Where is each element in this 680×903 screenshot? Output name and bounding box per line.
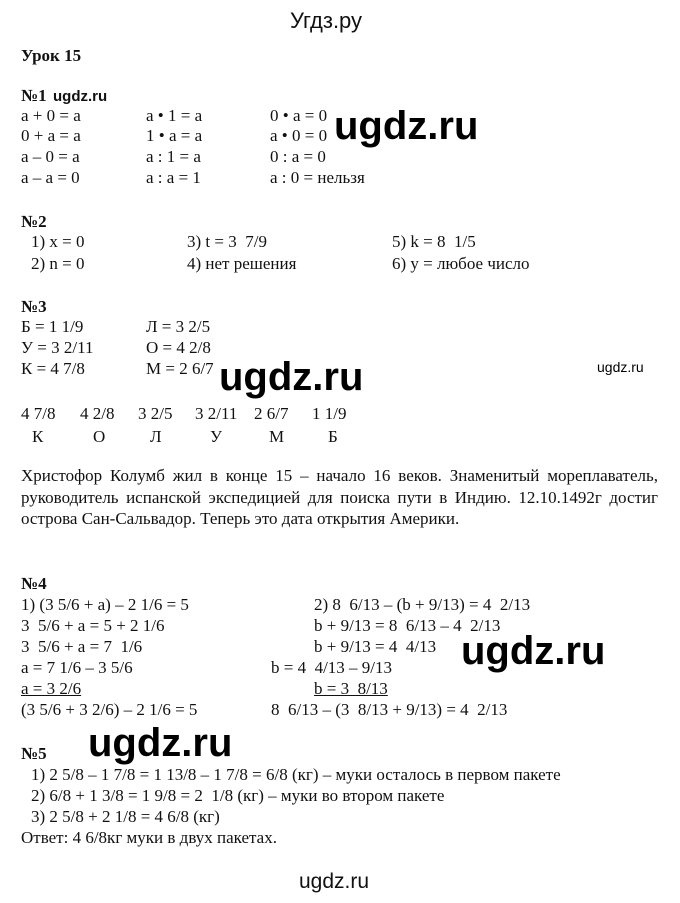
- task1-col3-line: 0 • a = 0: [270, 106, 328, 125]
- task2-item: 4) нет решения: [187, 254, 297, 273]
- task4-right-check: 8 6/13 – (3 8/13 + 9/13) = 4 2/13: [271, 700, 508, 719]
- site-footer: ugdz.ru: [299, 870, 370, 893]
- task2-item: 6) y = любое число: [392, 254, 530, 273]
- task3-sequence-value: 2 6/7: [254, 404, 289, 423]
- watermark-inline: ugdz.ru: [53, 88, 108, 105]
- task3-letter-value: О = 4 2/8: [146, 338, 211, 357]
- watermark-big: ugdz.ru: [219, 355, 364, 399]
- task3-sequence-value: 3 2/5: [138, 404, 173, 423]
- task4-right-line: b + 9/13 = 4 4/13: [314, 637, 437, 656]
- task4-left-line: 3 5/6 + a = 7 1/6: [21, 637, 143, 656]
- task1-col1-line: a – a = 0: [21, 168, 80, 187]
- task4-left-check: (3 5/6 + 3 2/6) – 2 1/6 = 5: [21, 700, 198, 719]
- task1-col2-line: a : a = 1: [146, 168, 201, 187]
- watermark-big: ugdz.ru: [461, 629, 606, 673]
- task1-col2-line: a : 1 = a: [146, 147, 201, 166]
- task2-item: 1) x = 0: [31, 232, 85, 251]
- task4-left-line: 1) (3 5/6 + a) – 2 1/6 = 5: [21, 595, 189, 614]
- watermark-small: ugdz.ru: [597, 359, 644, 375]
- watermark-big: ugdz.ru: [88, 721, 233, 765]
- watermark-big: ugdz.ru: [334, 104, 479, 148]
- task2-item: 3) t = 3 7/9: [187, 232, 267, 251]
- task3-letter-value: Л = 3 2/5: [146, 317, 211, 336]
- task3-sequence-value: 4 7/8: [21, 404, 56, 423]
- task1-col3-line: 0 : a = 0: [270, 147, 326, 166]
- task4-right-answer: b = 3 8/13: [314, 679, 388, 698]
- task3-label: №3: [21, 297, 47, 316]
- task5-line: 2) 6/8 + 1 3/8 = 1 9/8 = 2 1/8 (кг) – муки во втором пакете: [31, 786, 445, 805]
- task3-letter-value: М = 2 6/7: [146, 359, 214, 378]
- task3-sequence-letter: Л: [150, 427, 162, 446]
- task3-sequence-value: 3 2/11: [195, 404, 238, 423]
- task1-col2-line: a • 1 = a: [146, 106, 203, 125]
- task5-answer: Ответ: 4 6/8кг муки в двух пакетах.: [21, 828, 277, 847]
- task1-label: №1: [21, 86, 47, 105]
- task4-right-line: b + 9/13 = 8 6/13 – 4 2/13: [314, 616, 501, 635]
- task1-col1-line: a – 0 = a: [21, 147, 80, 166]
- task5-label: №5: [21, 744, 47, 763]
- task1-col2-line: 1 • a = a: [146, 126, 203, 145]
- task3-sequence-letter: О: [93, 427, 106, 446]
- task3-letter-value: Б = 1 1/9: [21, 317, 84, 336]
- task3-letter-value: У = 3 2/11: [21, 338, 94, 357]
- task3-sequence-letter: К: [32, 427, 44, 446]
- task4-left-line: 3 5/6 + a = 5 + 2 1/6: [21, 616, 165, 635]
- task3-sequence-letter: Б: [328, 427, 338, 446]
- task3-sequence-letter: У: [210, 427, 223, 446]
- task2-label: №2: [21, 212, 47, 231]
- task3-letter-value: К = 4 7/8: [21, 359, 85, 378]
- task4-left-line: a = 7 1/6 – 3 5/6: [21, 658, 133, 677]
- task1-col3-line: a : 0 = нельзя: [270, 168, 365, 187]
- task3-paragraph: Христофор Колумб жил в конце 15 – начало 16 веков. Знаменитый мореплаватель, руководитель испанской экспедицией для поиска пути в Индию. 12.10.1492г достиг острова Сан-Сальвадор. Теперь это дата открытия Америки.: [21, 466, 658, 528]
- task1-col1-line: 0 + a = a: [21, 126, 81, 145]
- lesson-title: Урок 15: [21, 46, 82, 65]
- site-header: Угдз.ру: [290, 8, 363, 33]
- task4-left-answer: a = 3 2/6: [21, 679, 82, 698]
- task5-line: 1) 2 5/8 – 1 7/8 = 1 13/8 – 1 7/8 = 6/8 (кг) – муки осталось в первом пакете: [31, 765, 561, 784]
- task1-col3-line: a • 0 = 0: [270, 126, 328, 145]
- task2-item: 2) n = 0: [31, 254, 85, 273]
- task3-sequence-value: 4 2/8: [80, 404, 115, 423]
- task3-sequence-value: 1 1/9: [312, 404, 347, 423]
- task1-col1-line: a + 0 = a: [21, 106, 81, 125]
- task5-line: 3) 2 5/8 + 2 1/8 = 4 6/8 (кг): [31, 807, 220, 826]
- task4-label: №4: [21, 574, 47, 593]
- task2-item: 5) k = 8 1/5: [392, 232, 476, 251]
- task4-right-line: 2) 8 6/13 – (b + 9/13) = 4 2/13: [314, 595, 531, 614]
- task4-right-line: b = 4 4/13 – 9/13: [271, 658, 393, 677]
- task3-sequence-letter: М: [269, 427, 285, 446]
